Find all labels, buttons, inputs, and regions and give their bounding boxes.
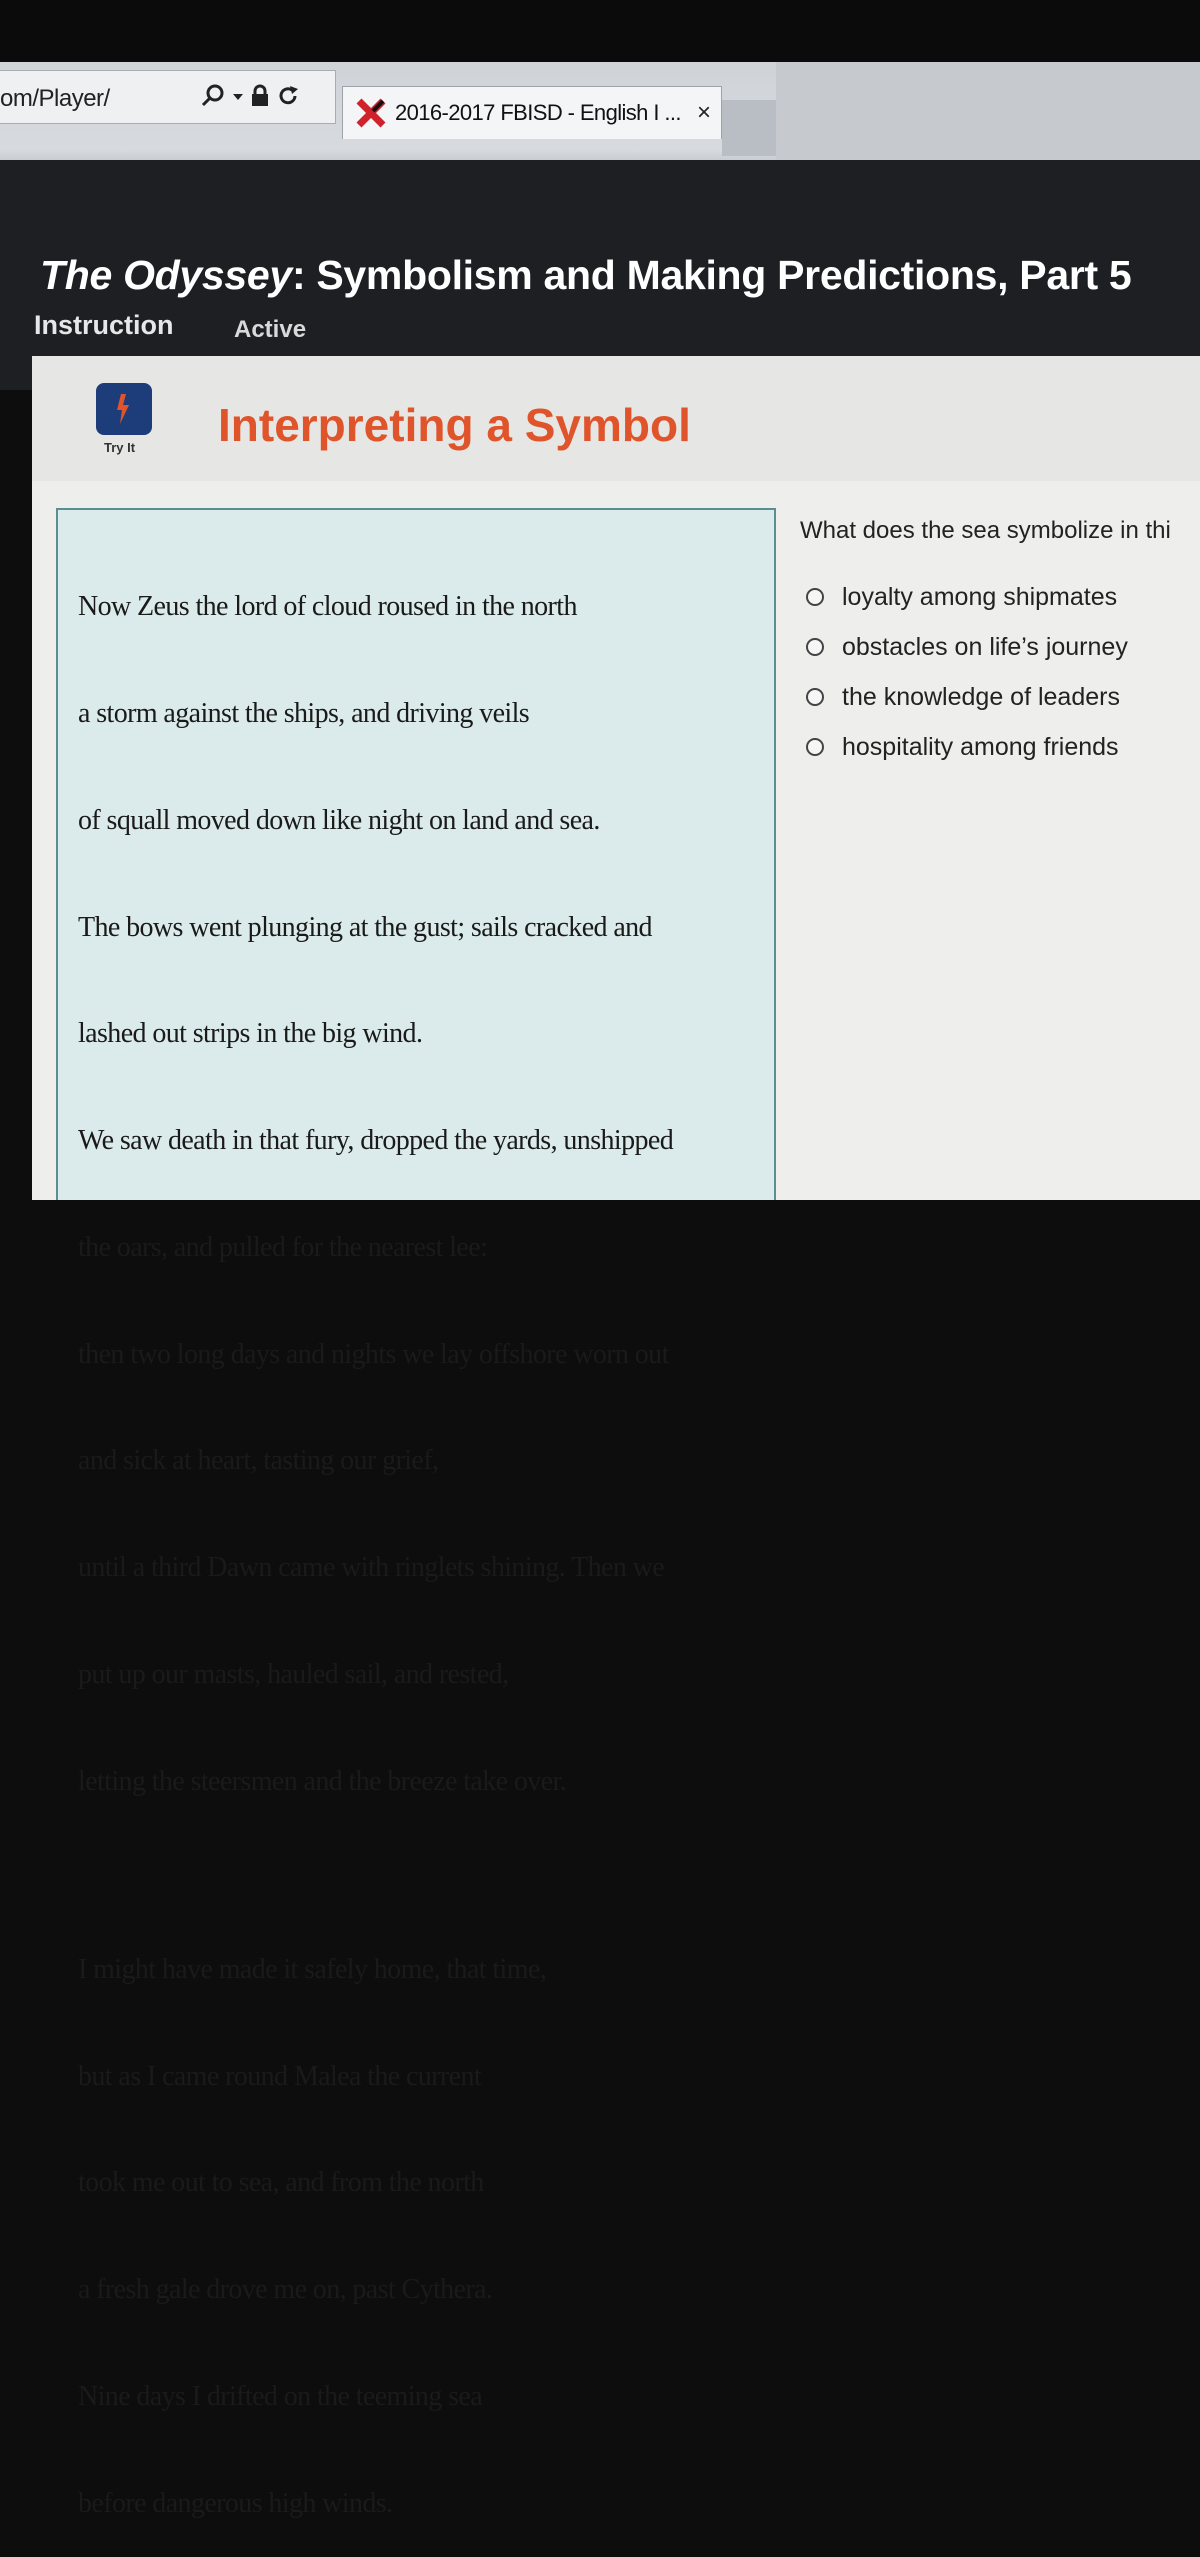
poem-line: but as I came round Malea the current — [78, 2060, 482, 2092]
poem-line: took me out to sea, and from the north — [78, 2167, 484, 2199]
browser-tab[interactable] — [342, 86, 722, 139]
tab-active[interactable]: Active — [234, 316, 307, 343]
answer-option[interactable] — [806, 622, 1128, 672]
answer-label[interactable]: hospitality among friends — [842, 732, 1119, 761]
page-title-rest: : Symbolism and Making Predictions, Part 5 — [291, 252, 1132, 298]
search-icon[interactable] — [200, 83, 226, 116]
poem-line: letting the steersmen and the breeze take over. — [78, 1765, 567, 1797]
address-bar[interactable] — [0, 70, 336, 124]
refresh-icon[interactable] — [276, 83, 300, 116]
answer-option[interactable] — [806, 572, 1128, 622]
poem-line: before dangerous high winds. — [78, 2487, 393, 2519]
answer-option[interactable] — [806, 672, 1128, 722]
poem-passage — [78, 518, 673, 2557]
poem-line: and sick at heart, tasting our grief, — [78, 1445, 439, 1477]
try-it-label: Try It — [104, 440, 136, 455]
poem-line: I might have made it safely home, that time, — [78, 1953, 547, 1985]
poem-line: the oars, and pulled for the nearest lee: — [78, 1231, 488, 1263]
poem-line: Nine days I drifted on the teeming sea — [78, 2380, 483, 2412]
radio-button[interactable] — [806, 738, 824, 756]
site-favicon-icon — [353, 95, 389, 131]
address-bar-icons — [200, 83, 300, 116]
radio-button[interactable] — [806, 688, 824, 706]
question-prompt: What does the sea symbolize in thi — [800, 517, 1171, 544]
answer-options — [806, 572, 1128, 772]
page-title-italic: The Odyssey — [40, 252, 292, 298]
poem-line: a fresh gale drove me on, past Cythera. — [78, 2274, 493, 2306]
address-text[interactable]: om/Player/ — [0, 85, 110, 112]
tab-title: 2016-2017 FBISD - English I ... — [395, 100, 681, 125]
poem-line: a storm against the ships, and driving veils — [78, 697, 530, 729]
tab-instruction[interactable]: Instruction — [34, 310, 174, 340]
poem-line: put up our masts, hauled sail, and rested, — [78, 1659, 509, 1690]
new-tab-button[interactable] — [722, 100, 776, 156]
section-title: Interpreting a Symbol — [218, 399, 691, 451]
poem-line: of squall moved down like night on land and sea. — [78, 804, 600, 836]
poem-line: Now Zeus the lord of cloud roused in the north — [78, 591, 577, 623]
poem-line: The bows went plunging at the gust; sails cracked and — [78, 911, 652, 943]
poem-line: then two long days and nights we lay offshore worn out — [78, 1338, 669, 1370]
radio-button[interactable] — [806, 638, 824, 656]
answer-label[interactable]: the knowledge of leaders — [842, 682, 1120, 711]
answer-option[interactable] — [806, 722, 1128, 772]
poem-line: until a third Dawn came with ringlets shining. Then we — [78, 1552, 665, 1584]
lightning-icon — [112, 392, 136, 426]
radio-button[interactable] — [806, 588, 824, 606]
stanza-gap — [78, 1871, 673, 1881]
browser-top-strip — [0, 0, 1200, 62]
lock-icon — [250, 83, 270, 116]
poem-line: lashed out strips in the big wind. — [78, 1018, 423, 1050]
page-title — [40, 252, 1131, 299]
answer-label[interactable]: loyalty among shipmates — [842, 582, 1118, 611]
dropdown-arrow-icon[interactable] — [232, 83, 244, 116]
tab-close-icon[interactable]: × — [696, 99, 711, 126]
poem-line: We saw death in that fury, dropped the yards, unshipped — [78, 1125, 674, 1157]
answer-label[interactable]: obstacles on life’s journey — [842, 632, 1128, 661]
try-it-badge — [96, 383, 152, 435]
